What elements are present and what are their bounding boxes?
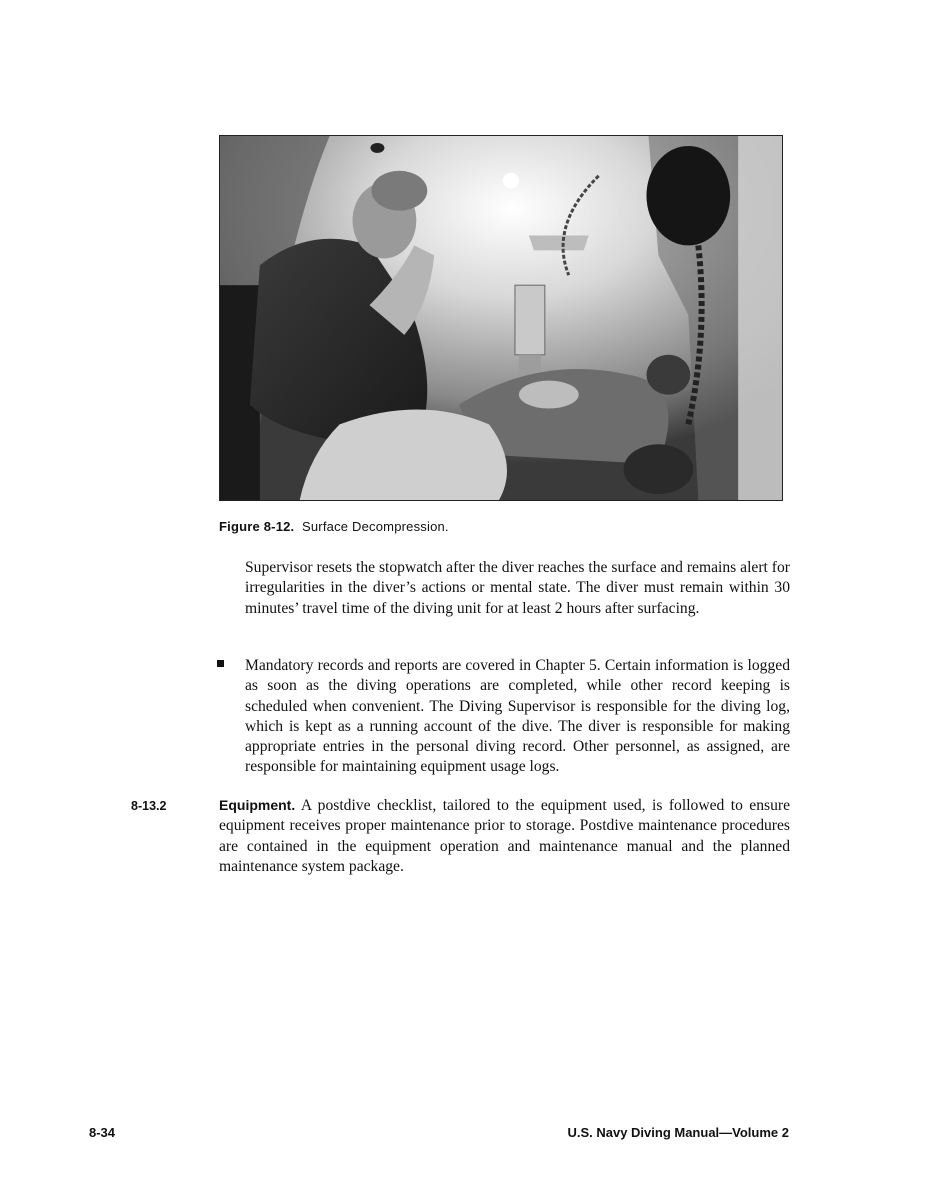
page-number: 8-34 (89, 1125, 116, 1140)
footer-title: U.S. Navy Diving Manual—Volume 2 (567, 1125, 789, 1140)
continuation-paragraph: Supervisor resets the stopwatch after the diver reaches the surface and remains alert for irregularities in the diver’s actions or mental state. The diver must remain within 30 minutes’ travel time of the diving unit for at least 2 hours after surfacing. (245, 559, 790, 617)
decompression-chamber-photo (220, 136, 782, 500)
section-paragraph (219, 795, 790, 877)
section-text: A postdive checklist, tailored to the equipment used, is followed to ensure equipment receives proper maintenance prior to storage. Postdive maintenance procedures are contained in the equipment operation and maintenance manual and the planned maintenance system package. (219, 797, 791, 875)
figure-title: Surface Decompression. (302, 519, 449, 534)
bullet-square-icon (217, 660, 224, 667)
figure-photo (219, 135, 783, 501)
bullet-paragraph: Mandatory records and reports are covered in Chapter 5. Certain information is logged as soon as the diving operations are completed, while other record keeping is scheduled when convenient. The Diving Supervisor is responsible for the diving log, which is kept as a running account of the dive. The diver is responsible for making appropriate entries in the personal diving record. Other personnel, as assigned, are responsible for maintaining equipment usage logs. (245, 657, 790, 776)
figure-caption (219, 519, 449, 534)
section-number: 8-13.2 (131, 799, 167, 813)
section-heading: Equipment. (219, 797, 296, 813)
figure-number: Figure 8-12. (219, 519, 295, 534)
